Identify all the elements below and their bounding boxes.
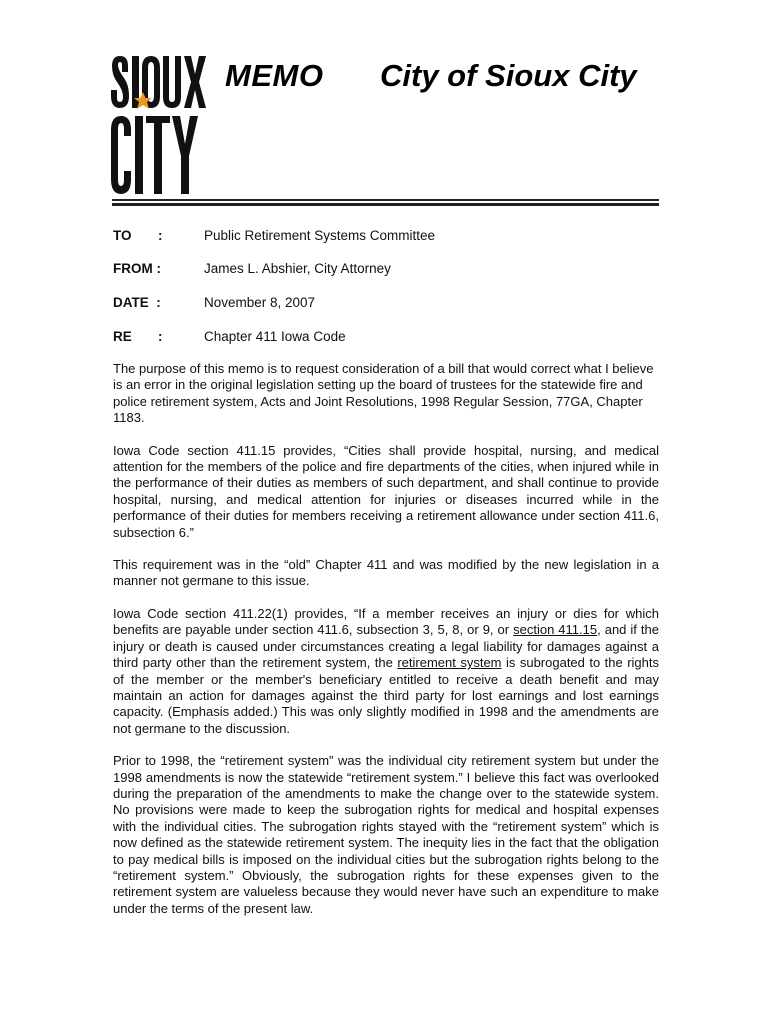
- memo-body: [113, 361, 659, 933]
- paragraph-section-411-22: [113, 606, 659, 737]
- from-label: FROM :: [113, 261, 161, 276]
- memo-title: MEMO: [225, 58, 324, 93]
- re-value: Chapter 411 Iowa Code: [204, 329, 346, 344]
- p4-text-c: is subrogated to the rights of the member or the member's beneficiary entitled to receive a death benefit and may maintain an action for damages against the third party for lost earnings and lost earnings capacity. (Emphasis added.) This was only slightly modified in 1998 and the amendments are not germane to the discussion.: [113, 655, 660, 736]
- paragraph-prior-to-1998: Prior to 1998, the “retirement system” was the individual city retirement system but under the 1998 amendments is now the statewide “retirement system.” I believe this fact was overlooked during the preparation of the amendments to make the change over to the statewide system. No provisions were made to keep the subrogation rights for medical and hospital expenses with the individual cities. The subrogation rights stayed with the “retirement system” which is now defined as the statewide retirement system. The inequity lies in the fact that the obligation to pay medical bills is imposed on the individual cities but the subrogation rights belong to the “retirement system.” Obviously, the subrogation rights for these expenses given to the retirement system are valueless because they would never have such an expenditure to make under the terms of the present law.: [113, 753, 659, 916]
- city-title: City of Sioux City: [380, 58, 637, 93]
- p4-underlined-retirement-system: retirement system: [397, 655, 502, 671]
- paragraph-purpose: The purpose of this memo is to request consideration of a bill that would correct what I believe is an error in the original legislation setting up the board of trustees for the statewide fire and police retirement system, Acts and Joint Resolutions, 1998 Regular Session, 77GA, Chapter 1183.: [113, 361, 654, 426]
- paragraph-section-411-15: Iowa Code section 411.15 provides, “Cities shall provide hospital, nursing, and medical attention for the members of the police and fire departments of the cities, when injured while in the performance of their duties as members of such department, and shall continue to provide hospital, nursing, and medical attention for injuries or diseases incurred while in the performance of their duties for members receiving a retirement allowance under section 411.6, subsection 6.”: [113, 442, 659, 540]
- to-colon: :: [158, 228, 163, 243]
- p4-text-a: Iowa Code section 411.22(1) provides, “If a member receives an injury or dies for which benefits are payable under section 411.6, subsection 3, 5, 8, or 9, or: [113, 605, 659, 638]
- re-label: RE: [113, 329, 132, 344]
- to-label: TO: [113, 228, 132, 243]
- to-value: Public Retirement Systems Committee: [204, 228, 436, 243]
- header-divider-thick: [112, 203, 659, 206]
- date-value: November 8, 2007: [204, 295, 316, 310]
- sioux-city-logo: [108, 52, 208, 200]
- from-value: James L. Abshier, City Attorney: [204, 261, 391, 276]
- header-divider: [112, 199, 659, 201]
- p4-text-b: , and if the injury or death is caused under circumstances creating a legal liability for damages against a third party other than the retirement system, the: [113, 622, 659, 671]
- re-colon: :: [158, 329, 163, 344]
- paragraph-old-chapter: This requirement was in the “old” Chapter 411 and was modified by the new legislation in a manner not germane to this issue.: [113, 557, 659, 589]
- svg-text:TM: TM: [198, 58, 206, 64]
- p4-underlined-section: section 411.15: [513, 622, 598, 638]
- date-label: DATE :: [113, 295, 161, 310]
